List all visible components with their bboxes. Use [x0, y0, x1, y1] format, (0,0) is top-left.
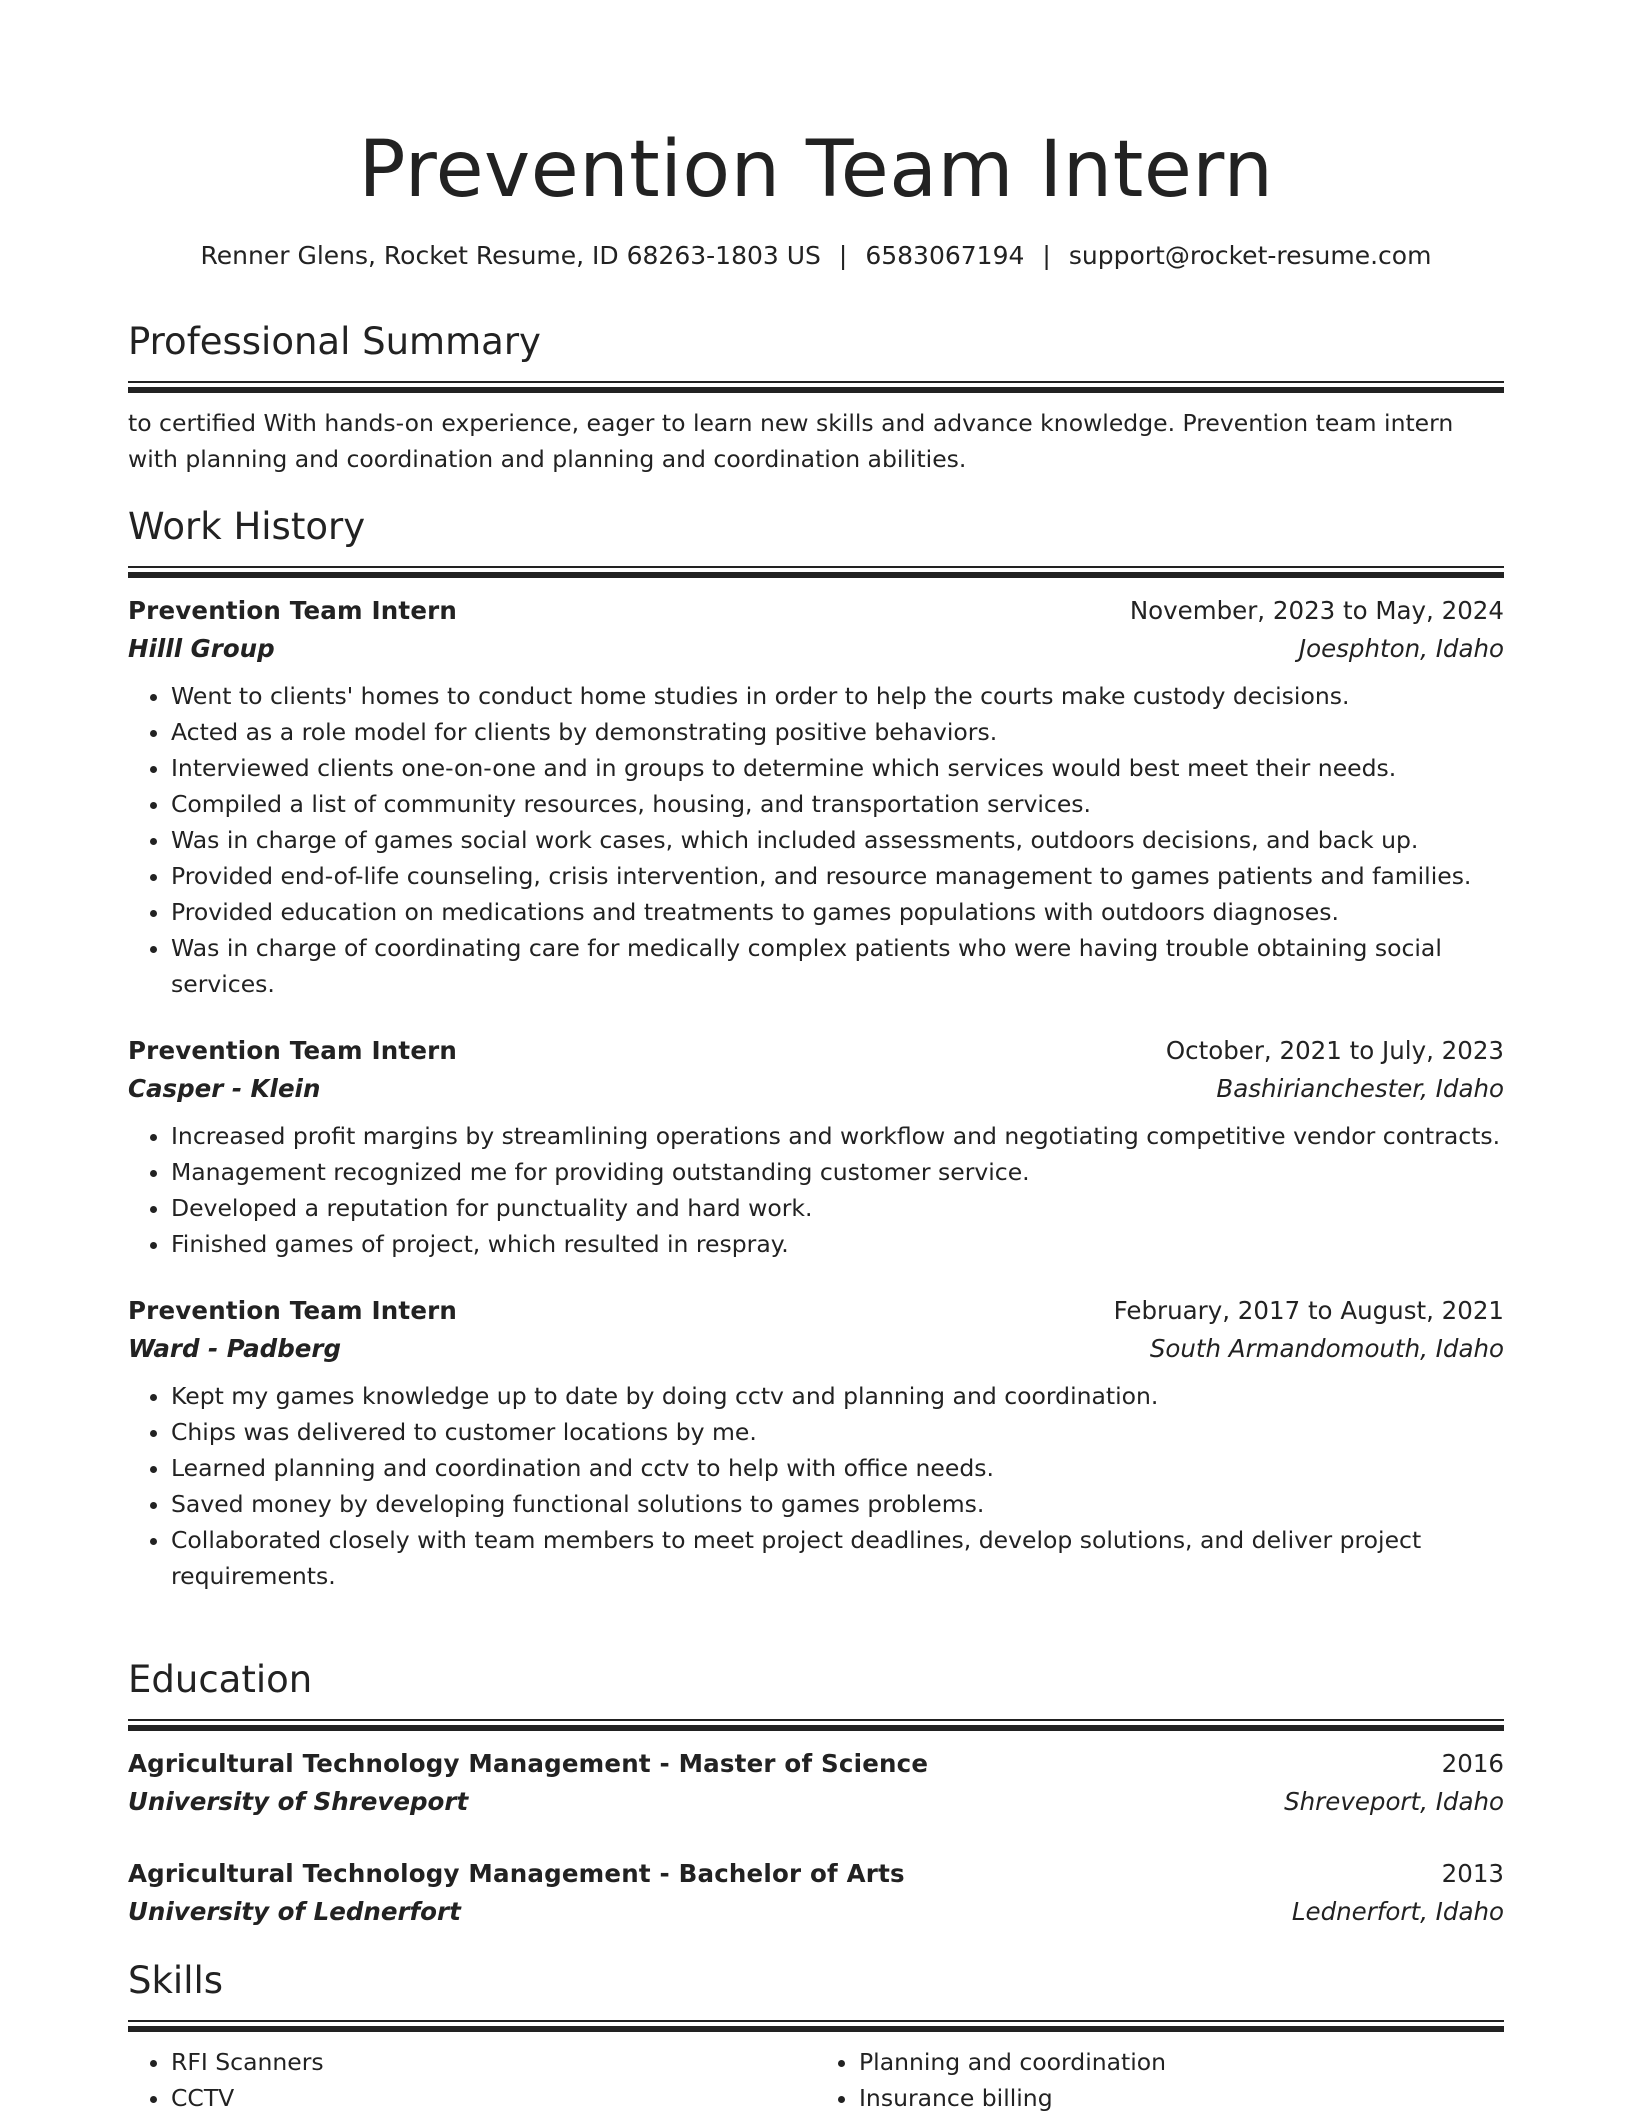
education-header-row [128, 1855, 1504, 1893]
summary-text: to certified With hands-on experience, eager to learn new skills and advance knowledge. Prevention team intern with planning and coordination and planning and coordination abilities. [128, 409, 1454, 473]
job-company-row [128, 1330, 1504, 1368]
education-location: Lednerfort, Idaho [1291, 1897, 1504, 1926]
job-bullet: • Went to clients' homes to conduct home studies in order to help the courts make custody decisions. [171, 678, 1504, 714]
summary-section [128, 318, 1504, 477]
job-company: Hilll Group [128, 634, 275, 663]
job-entry [128, 592, 1504, 1002]
job-bullet: • Kept my games knowledge up to date by doing cctv and planning and coordination. [171, 1378, 1504, 1414]
job-bullet: • Developed a reputation for punctuality and hard work. [171, 1190, 1504, 1226]
skill-item: • Insurance billing [859, 2080, 1504, 2112]
job-bullet: • Provided end-of-life counseling, crisis intervention, and resource management to games patients and families. [171, 858, 1504, 894]
section-heading: Work History [128, 505, 366, 548]
education-entry [128, 1745, 1504, 1821]
job-bullets [128, 1378, 1504, 1594]
job-bullets [128, 1118, 1504, 1262]
job-entry [128, 1032, 1504, 1262]
education-section [128, 1656, 1504, 1931]
candidate-name: Prevention Team Intern [358, 125, 1274, 215]
job-company: Ward - Padberg [128, 1334, 341, 1363]
education-year: 2013 [1441, 1859, 1504, 1888]
job-header-row [128, 1032, 1504, 1070]
education-school: University of Shreveport [128, 1787, 469, 1816]
education-year: 2016 [1441, 1749, 1504, 1778]
job-header-row [128, 592, 1504, 630]
job-company: Casper - Klein [128, 1074, 321, 1103]
job-entry [128, 1292, 1504, 1594]
job-company-row [128, 630, 1504, 668]
work-history-section [128, 503, 1504, 1594]
job-bullet: • Chips was delivered to customer locations by me. [171, 1414, 1504, 1450]
job-title: Prevention Team Intern [128, 596, 458, 625]
section-heading: Education [128, 1658, 313, 1701]
job-bullet: • Finished games of project, which resulted in respray. [171, 1226, 1504, 1262]
education-entry [128, 1855, 1504, 1931]
education-school: University of Lednerfort [128, 1897, 461, 1926]
job-location: South Armandomouth, Idaho [1149, 1334, 1504, 1363]
job-title: Prevention Team Intern [128, 1036, 458, 1065]
job-dates: October, 2021 to July, 2023 [1165, 1036, 1504, 1065]
job-bullet: • Was in charge of coordinating care for medically complex patients who were having trouble obtaining social services. [171, 930, 1504, 1002]
job-bullet: • Acted as a role model for clients by demonstrating positive behaviors. [171, 714, 1504, 750]
contact-address: Renner Glens, Rocket Resume, ID 68263-1803 US [200, 241, 821, 270]
section-divider [128, 566, 1504, 578]
job-bullet: • Increased profit margins by streamlining operations and workflow and negotiating competitive vendor contracts. [171, 1118, 1504, 1154]
job-dates: February, 2017 to August, 2021 [1113, 1296, 1504, 1325]
contact-separator: | [1042, 241, 1051, 270]
skills-grid [128, 2044, 1504, 2112]
job-bullet: • Was in charge of games social work cases, which included assessments, outdoors decisions, and back up. [171, 822, 1504, 858]
job-bullet: • Learned planning and coordination and cctv to help with office needs. [171, 1450, 1504, 1486]
job-bullet: • Management recognized me for providing outstanding customer service. [171, 1154, 1504, 1190]
education-location: Shreveport, Idaho [1284, 1787, 1504, 1816]
job-header-row [128, 1292, 1504, 1330]
job-bullet: • Compiled a list of community resources, housing, and transportation services. [171, 786, 1504, 822]
education-school-row [128, 1893, 1504, 1931]
education-header-row [128, 1745, 1504, 1783]
contact-separator: | [838, 241, 848, 270]
job-bullet: • Saved money by developing functional solutions to games problems. [171, 1486, 1504, 1522]
skills-section [128, 1957, 1504, 2112]
education-degree: Agricultural Technology Management - Bachelor of Arts [128, 1859, 905, 1888]
job-location: Bashirianchester, Idaho [1216, 1074, 1504, 1103]
section-divider [128, 1719, 1504, 1731]
section-divider [128, 381, 1504, 393]
job-location: Joesphton, Idaho [1298, 634, 1504, 663]
skill-item: • Planning and coordination [859, 2044, 1504, 2080]
job-bullet: • Interviewed clients one-on-one and in groups to determine which services would best meet their needs. [171, 750, 1504, 786]
job-title: Prevention Team Intern [128, 1296, 458, 1325]
contact-phone: 6583067194 [865, 241, 1025, 270]
section-heading: Professional Summary [128, 320, 541, 363]
job-bullets [128, 678, 1504, 1002]
skills-column-right [816, 2044, 1504, 2112]
education-school-row [128, 1783, 1504, 1821]
contact-email: support@rocket-resume.com [1068, 241, 1432, 270]
job-company-row [128, 1070, 1504, 1108]
job-dates: November, 2023 to May, 2024 [1129, 596, 1504, 625]
skill-item: • RFI Scanners [171, 2044, 816, 2080]
section-divider [128, 2020, 1504, 2032]
job-bullet: • Collaborated closely with team members to meet project deadlines, develop solutions, and deliver project requirements. [171, 1522, 1504, 1594]
education-degree: Agricultural Technology Management - Master of Science [128, 1749, 929, 1778]
contact-line [128, 238, 1504, 274]
section-heading: Skills [128, 1959, 224, 2002]
job-bullet: • Provided education on medications and treatments to games populations with outdoors diagnoses. [171, 894, 1504, 930]
skills-column-left [128, 2044, 816, 2112]
skill-item: • CCTV [171, 2080, 816, 2112]
